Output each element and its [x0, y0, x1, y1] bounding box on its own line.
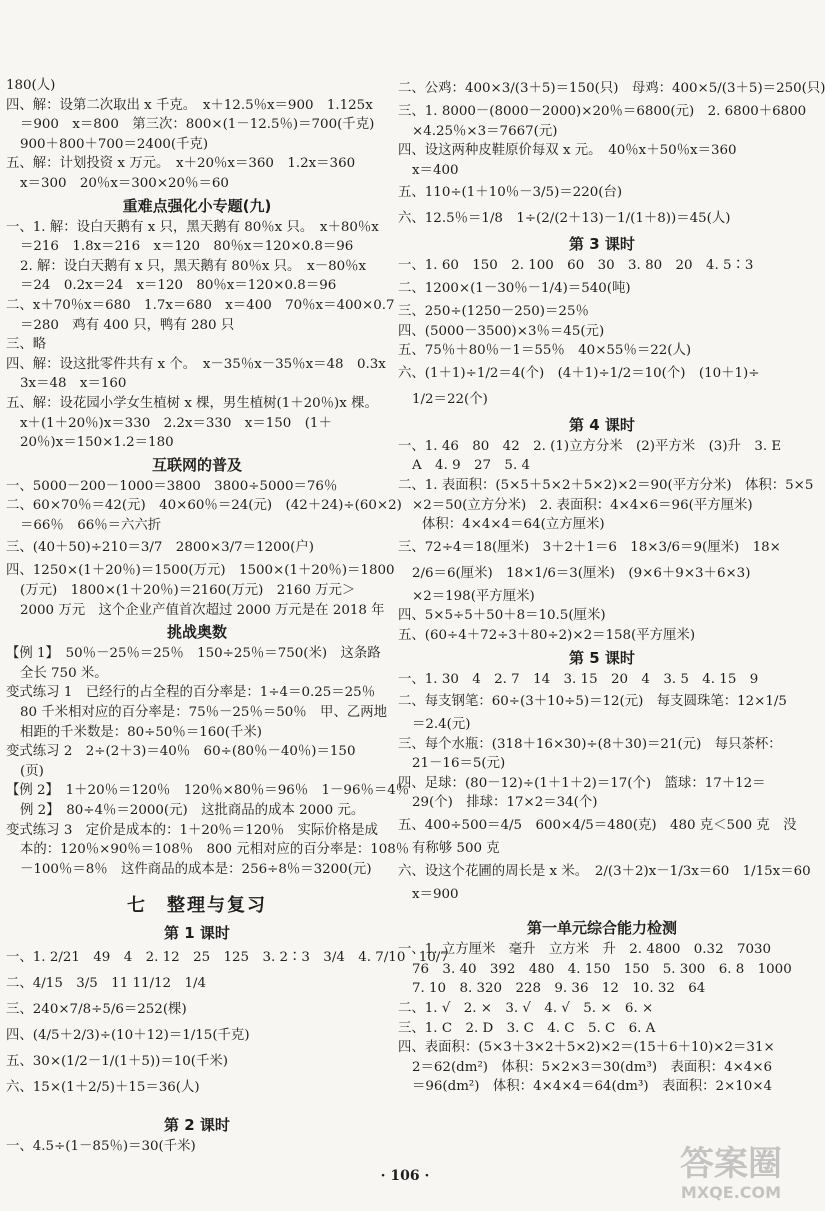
answer-line: 有称够 500 克 — [412, 841, 500, 857]
answer-line: 一、5000－200－1000＝3800 3800÷5000＝76％ — [6, 478, 338, 494]
answer-line: 变式练习 3 定价是成本的：1＋20％＝120％ 实际价格是成 — [6, 822, 378, 838]
answer-line: －100％＝8％ 这件商品的成本是：256÷8％＝3200(元) — [20, 861, 372, 877]
answer-line: 五、75％＋80％－1＝55％ 40×55％＝22(人) — [398, 343, 692, 359]
answer-line: ＝900 x＝800 第三次：800×(1－12.5％)＝700(千克) — [20, 117, 375, 133]
answer-line: 四、设这两种皮鞋原价每双 x 元。 40％x＋50％x＝360 — [398, 143, 737, 159]
answer-line: 2. 解：设白天鹅有 x 只，黑天鹅有 80％x 只。 x－80％x — [20, 258, 367, 274]
answer-line: x＝300 20％x＝300×20％＝60 — [20, 175, 229, 191]
answer-line: 二、4/15 3/5 11 11/12 1/4 — [6, 976, 207, 992]
answer-line: 一、1. 60 150 2. 100 60 30 3. 80 20 4. 5∶3 — [398, 258, 754, 274]
answer-line: 三、略 — [6, 337, 47, 353]
answer-line: 一、1. 2/21 49 4 2. 12 25 125 3. 2∶3 3/4 4. 7/10 10/7 — [6, 950, 449, 966]
answer-line: 900＋800＋700＝2400(千克) — [20, 136, 209, 152]
answer-line: 7. 10 8. 320 228 9. 36 12 10. 32 64 — [412, 981, 706, 997]
answer-line: 二、x＋70％x＝680 1.7x＝680 x＝400 70％x＝400×0.7 — [6, 297, 395, 313]
answer-line: 五、30×(1/2－1/(1＋5))＝10(千米) — [6, 1054, 228, 1070]
answer-line: 三、(40＋50)÷210＝3/7 2800×3/7＝1200(户) — [6, 540, 314, 556]
answer-line: ＝216 1.8x＝216 x＝120 80％x＝120×0.8＝96 — [20, 239, 354, 255]
answer-line: x＝900 — [412, 886, 459, 902]
answer-line: ×2＝198(平方厘米) — [412, 588, 535, 604]
answer-line: ＝280 鸡有 400 只，鸭有 280 只 — [20, 317, 235, 333]
answer-line: 二、1. 表面积：(5×5＋5×2＋5×2)×2＝90(平方分米) 体积：5×5 — [398, 477, 814, 493]
section-heading: 第一单元综合能力检测 — [526, 919, 677, 938]
section-heading: 第 5 课时 — [569, 648, 635, 667]
answer-line: 一、1. 立方厘米 毫升 立方米 升 2. 4800 0.32 7030 — [398, 942, 772, 958]
answer-line: 四、(5000－3500)×3％＝45(元) — [398, 323, 605, 339]
right-column — [398, 76, 825, 1097]
answer-line: 相距的千米数是：80÷50％＝160(千米) — [20, 724, 262, 740]
answer-line: 四、解：设第二次取出 x 千克。 x＋12.5％x＝900 1.125x — [6, 97, 373, 113]
answer-line: ＝96(dm²) 体积：4×4×4＝64(dm³) 表面积：2×10×4 — [412, 1079, 773, 1095]
answer-line: 五、110÷(1＋10％－3/5)＝220(台) — [398, 185, 623, 201]
answer-line: 例 2】 80÷4％＝2000(元) 这批商品的成本 2000 元。 — [20, 803, 365, 818]
answer-line: 四、1250×(1＋20％)＝1500(万元) 1500×(1＋20％)＝1800 — [6, 563, 395, 579]
answer-line: (页) — [20, 763, 44, 779]
answer-line: 三、250÷(1250－250)＝25％ — [398, 303, 589, 319]
answer-line: x＝400 — [412, 162, 459, 178]
answer-line: 一、1. 46 80 42 2. (1)立方分米 (2)平方米 (3)升 3. E — [398, 438, 782, 454]
answer-line: 六、设这个花圃的周长是 x 米。 2/(3＋2)x－1/3x＝60 1/15x＝60 — [398, 863, 811, 879]
answer-line: 76 3. 40 392 480 4. 150 150 5. 300 6. 8 1000 — [412, 961, 792, 977]
answer-line: 三、72÷4＝18(厘米) 3＋2＋1＝6 18×3/6＝9(厘米) 18× — [398, 539, 781, 555]
answer-line: 三、240×7/8÷5/6＝252(棵) — [6, 1002, 187, 1018]
answer-line: 本的：120％×90％＝108％ 800 元相对应的百分率是：108％ — [20, 842, 410, 858]
answer-line: 21－16＝5(元) — [412, 756, 506, 772]
answer-line: 四、表面积：(5×3＋3×2＋5×2)×2＝(15＋6＋10)×2＝31× — [398, 1040, 775, 1056]
answer-line: 六、(1＋1)÷1/2＝4(个) (4＋1)÷1/2＝10(个) (10＋1)÷ — [398, 365, 760, 381]
answer-line: 变式练习 2 2÷(2＋3)＝40％ 60÷(80％－40％)＝150 — [6, 744, 356, 760]
answer-line: ＝2.4(元) — [412, 717, 471, 733]
answer-line: 一、4.5÷(1－85％)＝30(千米) — [6, 1139, 196, 1155]
section-heading: 第 4 课时 — [569, 415, 635, 434]
answer-line: 四、(4/5＋2/3)÷(10＋12)＝1/15(千克) — [6, 1028, 250, 1044]
answer-line: 二、每支钢笔：60÷(3＋10÷5)＝12(元) 每支圆珠笔：12×1/5 — [398, 694, 787, 710]
answer-line: A 4. 9 27 5. 4 — [412, 458, 530, 474]
section-heading: 互联网的普及 — [151, 455, 242, 474]
watermark-line1: 答案圈 — [680, 1144, 782, 1184]
section-heading: 第 3 课时 — [569, 235, 635, 254]
answer-line: 五、400÷500＝4/5 600×4/5＝480(克) 480 克＜500 克 没 — [398, 818, 797, 834]
section-heading: 挑战奥数 — [166, 623, 227, 642]
answer-line: 四、足球：(80－12)÷(1＋1＋2)＝17(个) 篮球：17＋12＝ — [398, 775, 766, 791]
answer-line: 二、公鸡：400×3/(3＋5)＝150(只) 母鸡：400×5/(3＋5)＝250(只) — [398, 81, 825, 96]
answer-line: x＋(1＋20％)x＝330 2.2x＝330 x＝150 (1＋ — [20, 415, 332, 431]
section-heading: 第 2 课时 — [164, 1116, 230, 1135]
answer-line: 五、解：设花园小学女生植树 x 棵，男生植树(1＋20％)x 棵。 — [6, 395, 378, 411]
answer-line: 五、(60÷4＋72÷3＋80÷2)×2＝158(平方厘米) — [398, 627, 696, 643]
answer-line: 二、60×70％＝42(元) 40×60％＝24(元) (42＋24)÷(60×2) — [6, 498, 402, 514]
answer-line: (万元) 1800×(1＋20％)＝2160(万元) 2160 万元＞ — [20, 583, 356, 599]
section-heading: 重难点强化小专题(九) — [122, 196, 272, 215]
answer-line: 三、1. C 2. D 3. C 4. C 5. C 6. A — [398, 1020, 656, 1036]
answer-line: 2/6＝6(厘米) 18×1/6＝3(厘米) (9×6＋9×3＋6×3) — [412, 565, 751, 581]
answer-line: 【例 1】 50％－25％＝25％ 150÷25％＝750(米) 这条路 — [6, 646, 381, 662]
answer-line: 2000 万元 这个企业产值首次超过 2000 万元是在 2018 年 — [20, 602, 385, 618]
watermark-logo — [656, 1145, 806, 1205]
answer-line: 一、1. 解：设白天鹅有 x 只，黑天鹅有 80％x 只。 x＋80％x — [6, 219, 379, 235]
answer-line: 三、每个水瓶：(318＋16×30)÷(8＋30)＝21(元) 每只茶杯： — [398, 736, 782, 752]
answer-line: 六、12.5％＝1/8 1÷(2/(2＋13)－1/(1＋8))＝45(人) — [398, 211, 731, 227]
answer-line: 2＝62(dm²) 体积：5×2×3＝30(dm³) 表面积：4×4×6 — [412, 1059, 773, 1075]
answer-line: ×4.25％×3＝7667(元) — [412, 123, 558, 139]
answer-line: 29(个) 排球：17×2＝34(个) — [412, 795, 598, 811]
spacer — [398, 904, 806, 916]
answer-line: 四、解：设这批零件共有 x 个。 x－35％x－35％x＝48 0.3x — [6, 356, 386, 372]
answer-line: 三、1. 8000－(8000－2000)×20％＝6800(元) 2. 6800＋6800 — [398, 104, 807, 119]
spacer — [6, 1101, 388, 1113]
spacer — [6, 879, 388, 891]
watermark-line2: MXQE.COM — [680, 1183, 782, 1202]
answer-line: 1/2＝22(个) — [412, 391, 488, 407]
section-heading: 七 整理与复习 — [127, 895, 267, 917]
page-number: · 106 · — [380, 1168, 430, 1184]
answer-line: 变式练习 1 已经行的占全程的百分率是：1÷4＝0.25＝25％ — [6, 685, 376, 701]
answer-line: 六、15×(1＋2/5)＋15＝36(人) — [6, 1080, 200, 1096]
answer-line: 四、5×5÷5＋50＋8＝10.5(厘米) — [398, 608, 606, 624]
answer-line: 五、解：计划投资 x 万元。 x＋20％x＝360 1.2x＝360 — [6, 156, 356, 172]
answer-line: 二、1200×(1－30％－1/4)＝540(吨) — [398, 280, 631, 296]
answer-line: ×2＝50(立方分米) 2. 表面积：4×4×6＝96(平方厘米) — [412, 497, 753, 513]
answer-line: ＝66％ 66％＝六六折 — [20, 517, 162, 533]
section-heading: 第 1 课时 — [164, 924, 230, 943]
answer-line: ＝24 0.2x＝24 x＝120 80％x＝120×0.8＝96 — [20, 278, 337, 294]
answer-line: 80 千米相对应的百分率是：75％－25％＝50％ 甲、乙两地 — [20, 705, 388, 721]
answer-line: 体积：4×4×4＝64(立方厘米) — [422, 517, 605, 533]
answer-line: 全长 750 米。 — [20, 665, 108, 681]
answer-line: 3x＝48 x＝160 — [20, 376, 127, 392]
left-column — [6, 76, 449, 1157]
answer-line: 20％)x＝150×1.2＝180 — [20, 435, 174, 451]
answer-line: 【例 2】 1＋20％＝120％ 120％×80％＝96％ 1－96％＝4％ — [6, 783, 410, 799]
answer-line: 一、1. 30 4 2. 7 14 3. 15 20 4 3. 5 4. 15 9 — [398, 671, 759, 687]
answer-line: 二、1. √ 2. × 3. √ 4. √ 5. × 6. × — [398, 1001, 654, 1017]
answer-line: 180(人) — [6, 78, 56, 93]
